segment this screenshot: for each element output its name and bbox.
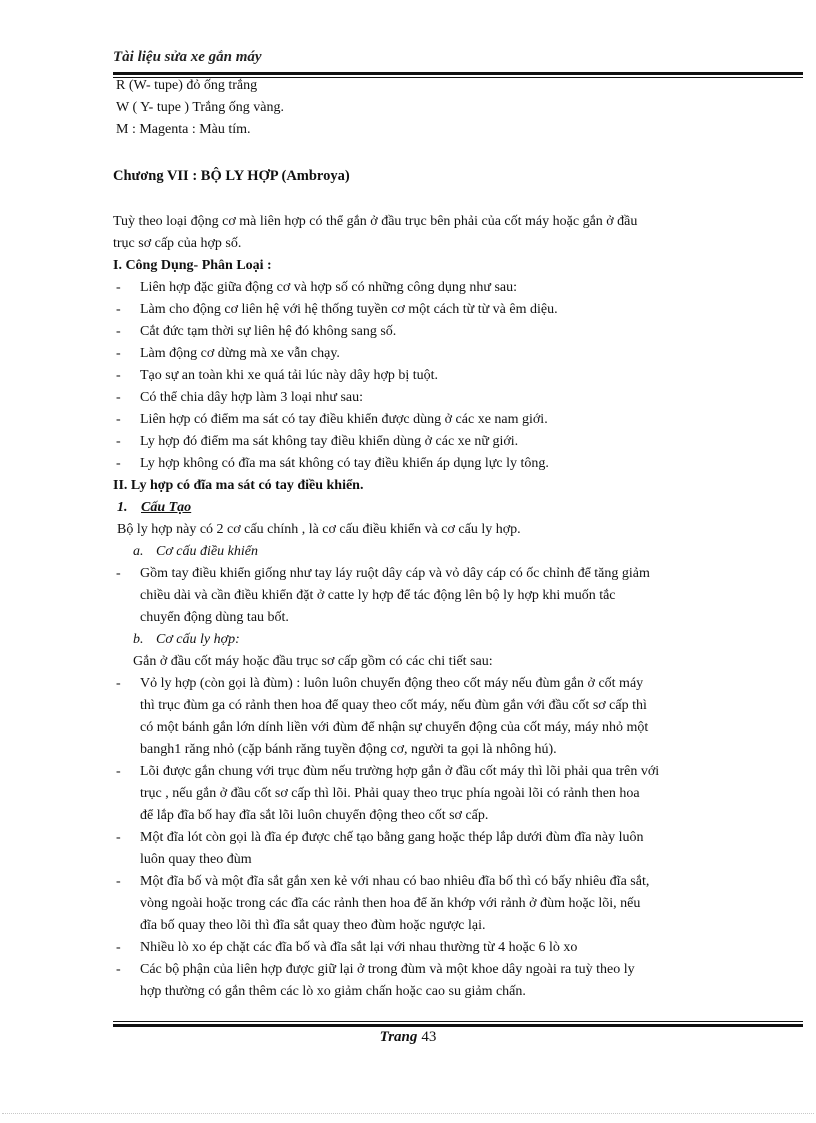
paragraph-line: Tuỳ theo loại động cơ mà liên hợp có thể gắn ở đầu trục bên phải của cốt máy hoặc gắn ở đầu	[113, 214, 638, 229]
list-item-line: chiều dài và cần điều khiển đặt ở catte ly hợp để tác động lên bộ ly hợp khi muốn tắc	[140, 588, 616, 603]
section-title: II. Ly hợp có đĩa ma sát có tay điều khiển.	[113, 478, 364, 493]
list-item-text: Tạo sự an toàn khi xe quá tải lúc này dây hợp bị tuột.	[140, 368, 439, 383]
footer-rule-thin	[113, 1021, 803, 1022]
list-item-text: Làm cho động cơ liên hệ với hệ thống tuyền cơ một cách từ từ và êm diệu.	[140, 302, 558, 317]
list-item-line: Một đĩa lót còn gọi là đĩa ép được chế tạo bằng gang hoặc thép lắp dưới đùm đĩa này luôn	[140, 830, 644, 845]
list-item-line: Vỏ ly hợp (còn gọi là đùm) : luôn luôn chuyển động theo cốt máy nếu đùm gắn ở cốt máy	[140, 676, 644, 691]
sub-subsection-heading	[113, 541, 803, 563]
document-body	[113, 75, 803, 1003]
list-item-text	[140, 673, 803, 761]
subsection-number: b.	[133, 632, 144, 647]
page-footer	[0, 1029, 816, 1046]
paragraph-line: Gắn ở đầu cốt máy hoặc đầu trục sơ cấp gồm có các chi tiết sau:	[133, 654, 493, 669]
page-number: 43	[421, 1029, 437, 1045]
subsection-number: 1.	[117, 500, 128, 515]
list-item: - Nhiều lò xo ép chặt các đĩa bố và đĩa sắt lại với nhau thường từ 4 hoặc 6 lò xo	[113, 937, 803, 959]
section-title: I. Công Dụng- Phân Loại :	[113, 258, 272, 273]
list-item-line: Một đĩa bố và một đĩa sắt gắn xen kẻ với nhau có bao nhiêu đĩa bố thì có bấy nhiêu đĩa sắt,	[140, 874, 650, 889]
list-item-line: Gồm tay điều khiển giống như tay láy ruột dây cáp và vỏ dây cáp có ốc chỉnh để tăng giảm	[140, 566, 650, 581]
list-item: - Vỏ ly hợp (còn gọi là đùm) : luôn luôn chuyển động theo cốt máy nếu đùm gắn ở cốt máy thì trục đùm ga có rảnh then hoa để quay theo cốt máy, nếu đùm gắn với đầu cốt sơ cấp thì có một bánh gắn lớn dính liền với đùm để nhận sự chuyển động của cốt máy, máy nhỏ một bangh1 răng nhỏ (cặp bánh răng tuyền động cơ, người ta gọi là nhông hú).	[113, 673, 803, 761]
list-item: - Gồm tay điều khiển giống như tay láy ruột dây cáp và vỏ dây cáp có ốc chỉnh để tăng giảm chiều dài và cần điều khiển đặt ở catte ly hợp để tác động lên bộ ly hợp khi muốn tắc chuyển động dùng tau bốt.	[113, 563, 803, 629]
list-item-line: Lõi được gắn chung với trục đùm nếu trường hợp gắn ở đầu cốt máy thì lõi phải qua trên với	[140, 764, 660, 779]
list-item-text: Cắt đức tạm thời sự liên hệ đó không sang số.	[140, 324, 397, 339]
list-item-line: vòng ngoài hoặc trong các đĩa các rảnh then hoa để ăn khớp với rảnh ở đùm hoặc lõi, nếu	[140, 896, 641, 911]
list-item-line: hợp thường có gắn thêm các lò xo giảm chấn hoặc cao su giảm chấn.	[140, 984, 526, 999]
list-item: - Lõi được gắn chung với trục đùm nếu trường hợp gắn ở đầu cốt máy thì lõi phải qua trên với trục , nếu gắn ở đầu cốt sơ cấp thì lõi. Phải quay theo trục phía ngoài lõi có rảnh then hoa để lắp đĩa bố hay đĩa sắt lõi luôn chuyển động theo cốt sơ cấp.	[113, 761, 803, 827]
list-item-text	[140, 937, 803, 959]
footer-rule	[113, 1024, 803, 1027]
list-item-line: trục , nếu gắn ở đầu cốt sơ cấp thì lõi. Phải quay theo trục phía ngoài lõi có rảnh then hoa	[140, 786, 640, 801]
list-item: - Ly hợp không có đĩa ma sát không có tay điều khiển áp dụng lực ly tông.	[113, 453, 803, 475]
list-item: - Cắt đức tạm thời sự liên hệ đó không sang số.	[113, 321, 803, 343]
list-item-text	[140, 563, 803, 629]
list-item: - Làm cho động cơ liên hệ với hệ thống tuyền cơ một cách từ từ và êm diệu.	[113, 299, 803, 321]
subsection-number: a.	[133, 544, 144, 559]
list-item: - Ly hợp đó điểm ma sát không tay điều khiển dùng ở các xe nữ giới.	[113, 431, 803, 453]
subsection-heading	[113, 497, 803, 519]
list-item-text: Ly hợp đó điểm ma sát không tay điều khiển dùng ở các xe nữ giới.	[140, 434, 519, 449]
list-item-text	[140, 761, 803, 827]
page-edge-divider	[2, 1113, 814, 1114]
list-item-line: chuyển động dùng tau bốt.	[140, 610, 289, 625]
list-item-text: Liên hợp có điểm ma sát có tay điều khiển được dùng ở các xe nam giới.	[140, 412, 548, 427]
list-item-line: Nhiều lò xo ép chặt các đĩa bố và đĩa sắt lại với nhau thường từ 4 hoặc 6 lò xo	[140, 940, 578, 955]
footer-label: Trang	[379, 1029, 418, 1045]
subsection-label: Cấu Tạo	[141, 500, 192, 515]
list-item-line: Các bộ phận của liên hợp được giữ lại ở trong đùm và một khoe dây ngoài ra tuỳ theo ly	[140, 962, 635, 977]
intro-line: R (W- tupe) đỏ ống trắng	[116, 78, 258, 93]
list-item-line: có một bánh gắn lớn dính liền với đùm để nhận sự chuyển động của cốt máy, máy nhỏ một	[140, 720, 649, 735]
intro-paragraph	[113, 211, 803, 255]
list-item-line: đĩa bố quay theo lõi thì đĩa sắt quay theo đùm hoặc ngược lại.	[140, 918, 486, 933]
list-item-text: Ly hợp không có đĩa ma sát không có tay điều khiển áp dụng lực ly tông.	[140, 456, 549, 471]
list-item: - Liên hợp đặc giữa động cơ và hợp số có những công dụng như sau:	[113, 277, 803, 299]
subsection-label: Cơ cấu ly hợp:	[156, 632, 240, 647]
intro-line: M : Magenta : Màu tím.	[116, 122, 251, 137]
list-item-text	[140, 959, 803, 1003]
subsection-label: Cơ cấu điều khiển	[156, 544, 258, 559]
list-item: - Liên hợp có điểm ma sát có tay điều khiển được dùng ở các xe nam giới.	[113, 409, 803, 431]
chapter-title: Chương VII : BỘ LY HỢP (Ambroya)	[113, 168, 350, 184]
list-item: - Một đĩa bố và một đĩa sắt gắn xen kẻ với nhau có bao nhiêu đĩa bố thì có bấy nhiêu đĩa sắt, vòng ngoài hoặc trong các đĩa các rảnh then hoa để ăn khớp với rảnh ở đùm hoặc lõi, nếu đĩa bố quay theo lõi thì đĩa sắt quay theo đùm hoặc ngược lại.	[113, 871, 803, 937]
list-item-text: Có thể chia dây hợp làm 3 loại như sau:	[140, 390, 364, 405]
list-item: - Tạo sự an toàn khi xe quá tải lúc này dây hợp bị tuột.	[113, 365, 803, 387]
list-item-line: luôn quay theo đùm	[140, 852, 252, 867]
header-title: Tài liệu sửa xe gắn máy	[113, 49, 262, 65]
list-item-line: bangh1 răng nhỏ (cặp bánh răng tuyền động cơ, người ta gọi là nhông hú).	[140, 742, 557, 757]
list-item: - Có thể chia dây hợp làm 3 loại như sau:	[113, 387, 803, 409]
list-item-text	[140, 827, 803, 871]
list-item: - Các bộ phận của liên hợp được giữ lại ở trong đùm và một khoe dây ngoài ra tuỳ theo ly hợp thường có gắn thêm các lò xo giảm chấn hoặc cao su giảm chấn.	[113, 959, 803, 1003]
list-item-text: Liên hợp đặc giữa động cơ và hợp số có những công dụng như sau:	[140, 280, 518, 295]
list-item: - Làm động cơ dừng mà xe vẫn chạy.	[113, 343, 803, 365]
list-item: - Một đĩa lót còn gọi là đĩa ép được chế tạo bằng gang hoặc thép lắp dưới đùm đĩa này luôn luôn quay theo đùm	[113, 827, 803, 871]
sub-subsection-heading	[113, 629, 803, 651]
list-item-text	[140, 871, 803, 937]
intro-line: W ( Y- tupe ) Trắng ống vàng.	[116, 100, 284, 115]
paragraph-line: trục sơ cấp của hợp số.	[113, 236, 242, 251]
list-item-line: để lắp đĩa bố hay đĩa sắt lõi luôn chuyển động theo cốt sơ cấp.	[140, 808, 489, 823]
list-item-line: thì trục đùm ga có rảnh then hoa để quay theo cốt máy, nếu đùm gắn với đầu cốt sơ cấp thì	[140, 698, 647, 713]
list-item-text: Làm động cơ dừng mà xe vẫn chạy.	[140, 346, 340, 361]
paragraph-line: Bộ ly hợp này có 2 cơ cấu chính , là cơ cấu điều khiển và cơ cấu ly hợp.	[117, 522, 521, 537]
